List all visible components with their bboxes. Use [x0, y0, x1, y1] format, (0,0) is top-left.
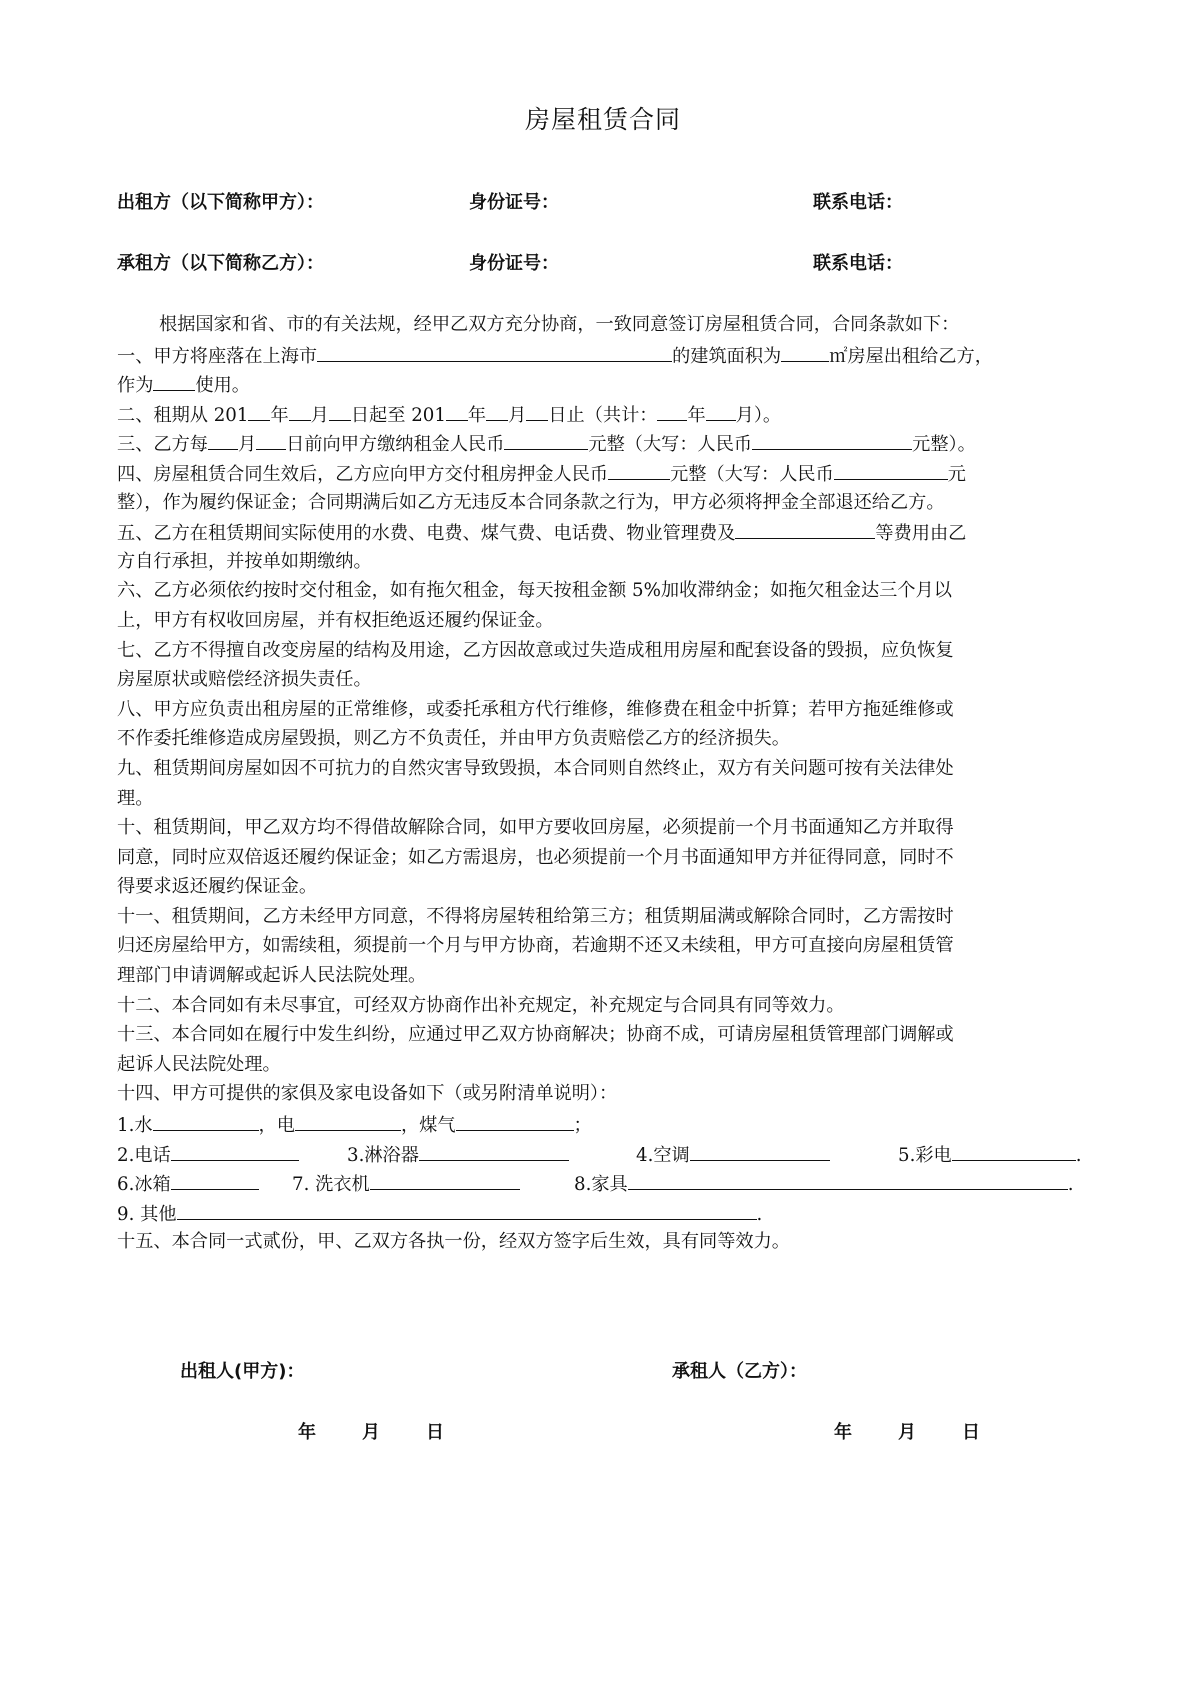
- lessee-row: [117, 249, 1117, 279]
- lessee-date-month: 月: [898, 1422, 916, 1443]
- clause-6-cont: 上，甲方有权收回房屋，并有权拒绝返还履约保证金。: [117, 609, 554, 631]
- equipment-row-1: 1.水 ，电 ，煤气 ；: [117, 1109, 1097, 1139]
- clause-14: 十四、甲方可提供的家俱及家电设备如下（或另附清单说明）：: [117, 1083, 618, 1105]
- clause-11: 十一、租赁期间，乙方未经甲方同意，不得将房屋转租给第三方；租赁期届满或解除合同时，乙方需按时: [117, 905, 954, 927]
- lessor-signature-label: 出租人(甲方)：: [180, 1361, 305, 1382]
- lessee-phone-label: 联系电话：: [813, 253, 903, 274]
- clause-1: 一、甲方将座落在上海市 的建筑面积为 ㎡房屋出租给乙方，: [117, 340, 1097, 370]
- clause-9-cont: 理。: [117, 787, 154, 809]
- document-title: 房屋租赁合同: [524, 105, 681, 134]
- contract-body: [117, 310, 1097, 1257]
- clause-9: 九、租赁期间房屋如因不可抗力的自然灾害导致毁损，本合同则自然终止，双方有关问题可按有关法律处: [117, 757, 954, 779]
- lessor-phone-label: 联系电话：: [813, 192, 903, 213]
- equipment-row-4: 9. 其他 .: [117, 1198, 1097, 1228]
- lessee-label: 承租方（以下简称乙方）：: [117, 253, 324, 274]
- lessor-label: 出租方（以下简称甲方）：: [117, 192, 324, 213]
- clause-15: 十五、本合同一式贰份，甲、乙双方各执一份，经双方签字后生效，具有同等效力。: [117, 1231, 790, 1253]
- lessee-id-label: 身份证号：: [469, 253, 559, 274]
- clause-10-cont: 同意，同时应双倍返还履约保证金；如乙方需退房，也必须提前一个月书面通知甲方并征得同意，同时不: [117, 846, 954, 868]
- lessee-signature-label: 承租人（乙方）：: [672, 1361, 807, 1382]
- clause-8: 八、甲方应负责出租房屋的正常维修，或委托承租方代行维修，维修费在租金中折算；若甲方拖延维修或: [117, 698, 954, 720]
- clause-6: 六、乙方必须依约按时交付租金，如有拖欠租金，每天按租金额 5%加收滞纳金；如拖欠租金达三个月以: [117, 580, 952, 602]
- clause-4: 四、房屋租赁合同生效后，乙方应向甲方交付租房押金人民币 元整（大写：人民币 元: [117, 458, 1097, 488]
- clause-1-cont: 作为 使用。: [117, 369, 1097, 399]
- usage-blank: [153, 369, 195, 391]
- clause-2: 二、租期从 201 年 月 日起至 201 年 月 日止（共计： 年 月）。: [117, 399, 1097, 429]
- lessee-date-year: 年: [834, 1422, 852, 1443]
- lessor-date-year: 年: [298, 1422, 316, 1443]
- date-row: [0, 1418, 1100, 1448]
- clause-5: 五、乙方在租赁期间实际使用的水费、电费、煤气费、电话费、物业管理费及 等费用由乙: [117, 517, 1097, 547]
- lessee-date-day: 日: [962, 1422, 980, 1443]
- signature-row: [0, 1357, 1100, 1387]
- clause-12: 十二、本合同如有未尽事宜，可经双方协商作出补充规定，补充规定与合同具有同等效力。: [117, 994, 845, 1016]
- clause-3: 三、乙方每 月 日前向甲方缴纳租金人民币 元整（大写：人民币 元整）。: [117, 428, 1097, 458]
- clause-11-cont: 归还房屋给甲方，如需续租，须提前一个月与甲方协商，若逾期不还又未续租，甲方可直接向房屋租赁管: [117, 935, 954, 957]
- clause-13-cont: 起诉人民法院处理。: [117, 1053, 281, 1075]
- equipment-row-3: 6.冰箱 7. 洗衣机 8.家具 .: [117, 1168, 1097, 1198]
- equipment-row-2: 2.电话 3.淋浴器 4.空调 5.彩电 .: [117, 1139, 1097, 1169]
- clause-5-cont: 方自行承担，并按单如期缴纳。: [117, 550, 372, 572]
- area-blank: [781, 340, 829, 362]
- clause-8-cont: 不作委托维修造成房屋毁损，则乙方不负责任，并由甲方负责赔偿乙方的经济损失。: [117, 728, 790, 750]
- clause-10-cont2: 得要求返还履约保证金。: [117, 876, 318, 898]
- lessor-row: [117, 188, 1117, 218]
- lessor-date-month: 月: [362, 1422, 380, 1443]
- clause-10: 十、租赁期间，甲乙双方均不得借故解除合同，如甲方要收回房屋，必须提前一个月书面通知乙方并取得: [117, 817, 954, 839]
- clause-7-cont: 房屋原状或赔偿经济损失责任。: [117, 669, 372, 691]
- intro: 根据国家和省、市的有关法规，经甲乙双方充分协商，一致同意签订房屋租赁合同，合同条款如下：: [159, 314, 960, 335]
- lessor-date-day: 日: [426, 1422, 444, 1443]
- clause-11-cont2: 理部门申请调解或起诉人民法院处理。: [117, 965, 427, 987]
- clause-4-cont: 整），作为履约保证金；合同期满后如乙方无违反本合同条款之行为，甲方必须将押金全部退还给乙方。: [117, 491, 945, 513]
- clause-7: 七、乙方不得擅自改变房屋的结构及用途，乙方因故意或过失造成租用房屋和配套设备的毁损，应负恢复: [117, 639, 954, 661]
- clause-13: 十三、本合同如在履行中发生纠纷，应通过甲乙双方协商解决；协商不成，可请房屋租赁管理部门调解或: [117, 1024, 954, 1046]
- address-blank: [317, 340, 672, 362]
- lessor-id-label: 身份证号：: [469, 192, 559, 213]
